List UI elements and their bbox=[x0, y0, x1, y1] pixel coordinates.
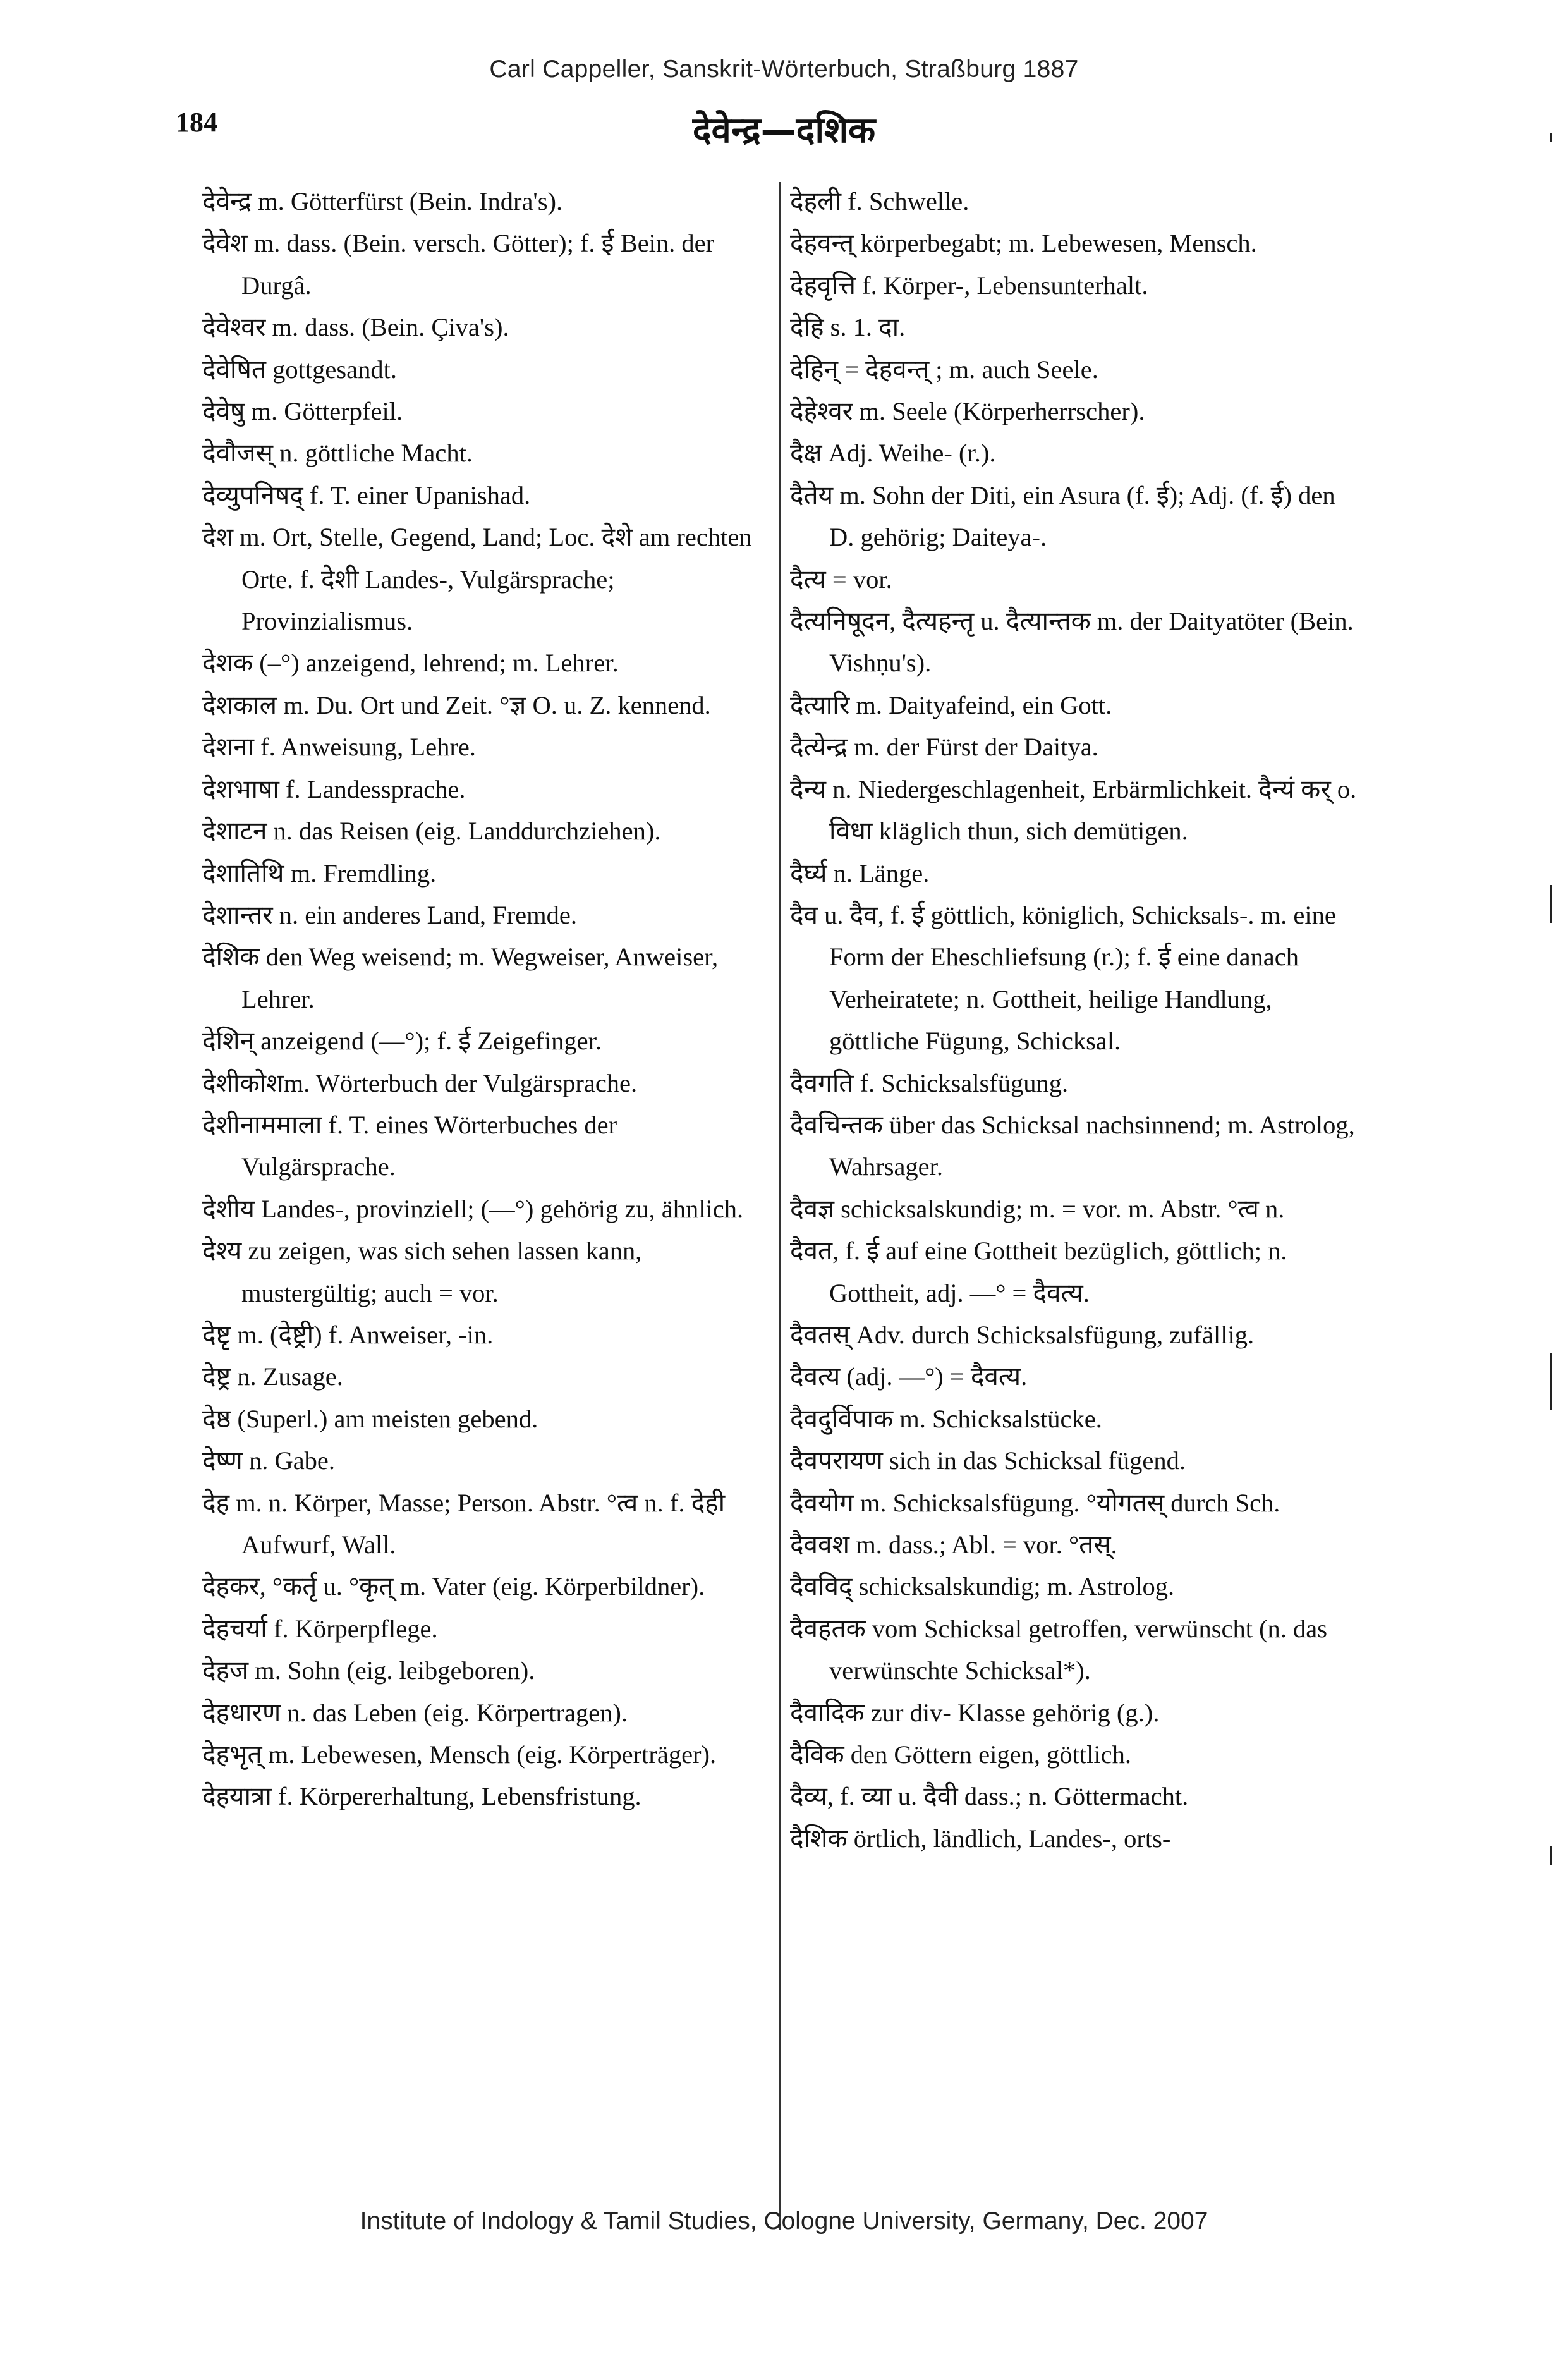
dictionary-entry: दैतेय m. Sohn der Diti, ein Asura (f. ई); Adj. (f. ई) den D. gehörig; Daiteya-. bbox=[790, 480, 1335, 552]
dictionary-entry: देश m. Ort, Stelle, Gegend, Land; Loc. देशे am rechten Orte. f. देशी Landes-, Vulgärsprache; Provinzialismus. bbox=[202, 523, 752, 636]
footer-credit: Institute of Indology & Tamil Studies, Cologne University, Germany, Dec. 2007 bbox=[360, 2207, 1208, 2235]
dictionary-entry: दैव u. दैव, f. ई göttlich, königlich, Schicksals-. m. eine Form der Eheschliefsung (r.); f. ई eine danach Verheiratete; n. Gottheit, heilige Handlung, göttliche Fügung, Schicksal. bbox=[790, 900, 1336, 1056]
dictionary-entry: देहज m. Sohn (eig. leibgeboren). bbox=[202, 1656, 535, 1685]
dictionary-entry: दैवहतक vom Schicksal getroffen, verwünscht (n. das verwünschte Schicksal*). bbox=[790, 1614, 1328, 1685]
scan-edge-mark bbox=[1550, 1846, 1552, 1865]
dictionary-entry: देहभृत् m. Lebewesen, Mensch (eig. Körperträger). bbox=[202, 1740, 717, 1769]
scan-edge-mark bbox=[1550, 133, 1552, 142]
dictionary-entry: देहेश्वर m. Seele (Körperherrscher). bbox=[790, 397, 1145, 426]
dictionary-entry: दैत्यारि m. Daityafeind, ein Gott. bbox=[790, 690, 1112, 719]
dictionary-entry: देशान्तर n. ein anderes Land, Fremde. bbox=[202, 900, 577, 929]
dictionary-entry: दैवचिन्तक über das Schicksal nachsinnend; m. Astrolog, Wahrsager. bbox=[790, 1110, 1355, 1181]
dictionary-entry: देहवृत्ति f. Körper-, Lebensunterhalt. bbox=[790, 271, 1148, 300]
dictionary-entry: देह m. n. Körper, Masse; Person. Abstr. °त्व n. f. देही Aufwurf, Wall. bbox=[202, 1488, 726, 1559]
dictionary-entry: देवेश्वर m. dass. (Bein. Çiva's). bbox=[202, 313, 509, 342]
dictionary-entry: देहचर्या f. Körperpflege. bbox=[202, 1614, 438, 1643]
dictionary-column-right bbox=[790, 181, 1362, 1860]
dictionary-entry: देशीय Landes-, provinziell; (—°) gehörig zu, ähnlich. bbox=[202, 1194, 744, 1223]
dictionary-entry: देशीनाममाला f. T. eines Wörterbuches der Vulgärsprache. bbox=[202, 1110, 617, 1181]
dictionary-entry: दैत्येन्द्र m. der Fürst der Daitya. bbox=[790, 733, 1098, 762]
dictionary-entry: देष्ट्र n. Zusage. bbox=[202, 1362, 343, 1391]
dictionary-entry: देवेन्द्र m. Götterfürst (Bein. Indra's). bbox=[202, 187, 563, 216]
dictionary-entry: दैर्घ्य n. Länge. bbox=[790, 858, 930, 888]
dictionary-entry: दैवज्ञ schicksalskundig; m. = vor. m. Abstr. °त्व n. bbox=[790, 1194, 1285, 1223]
dictionary-entry: दैवत्य (adj. —°) = दैवत्य. bbox=[790, 1362, 1028, 1391]
running-head: देवेन्द्र—दशिक bbox=[692, 110, 876, 151]
dictionary-entry: दैवपरायण sich in das Schicksal fügend. bbox=[790, 1446, 1186, 1475]
dictionary-entry: दैवादिक zur div- Klasse gehörig (g.). bbox=[790, 1698, 1160, 1727]
dictionary-entry: दैन्य n. Niedergeschlagenheit, Erbärmlichkeit. दैन्यं कर् o. विधा kläglich thun, sich demütigen. bbox=[790, 774, 1357, 846]
dictionary-entry: देष्ठ (Superl.) am meisten gebend. bbox=[202, 1404, 538, 1433]
dictionary-entry: देशक (–°) anzeigend, lehrend; m. Lehrer. bbox=[202, 649, 619, 678]
dictionary-entry: देशभाषा f. Landessprache. bbox=[202, 774, 466, 803]
dictionary-entry: देहिन् = देहवन्त् ; m. auch Seele. bbox=[790, 355, 1098, 384]
page-number: 184 bbox=[176, 107, 217, 138]
dictionary-entry: देशातिथि m. Fremdling. bbox=[202, 858, 437, 888]
dictionary-entry: देहि s. 1. दा. bbox=[790, 313, 906, 342]
dictionary-entry: देश्य zu zeigen, was sich sehen lassen kann, mustergültig; auch = vor. bbox=[202, 1236, 642, 1307]
dictionary-entry: देवेश m. dass. (Bein. versch. Götter); f. ई Bein. der Durgâ. bbox=[202, 229, 715, 300]
dictionary-entry: दैक्ष Adj. Weihe- (r.). bbox=[790, 439, 996, 468]
dictionary-entry: देशिक den Weg weisend; m. Wegweiser, Anweiser, Lehrer. bbox=[202, 943, 719, 1013]
column-divider bbox=[779, 182, 781, 2230]
dictionary-entry: दैवविद् schicksalskundig; m. Astrolog. bbox=[790, 1572, 1175, 1601]
dictionary-entry: देशिन् anzeigend (—°); f. ई Zeigefinger. bbox=[202, 1027, 602, 1056]
dictionary-entry: देशकाल m. Du. Ort und Zeit. °ज्ञ O. u. Z. kennend. bbox=[202, 690, 711, 719]
dictionary-entry: देवौजस् n. göttliche Macht. bbox=[202, 439, 473, 468]
dictionary-entry: दैवगति f. Schicksalsfügung. bbox=[790, 1068, 1069, 1097]
dictionary-entry: देशीकोशm. Wörterbuch der Vulgärsprache. bbox=[202, 1068, 638, 1097]
dictionary-entry: देहली f. Schwelle. bbox=[790, 187, 969, 216]
dictionary-entry: दैविक den Göttern eigen, göttlich. bbox=[790, 1740, 1131, 1769]
dictionary-entry: देशना f. Anweisung, Lehre. bbox=[202, 733, 476, 762]
dictionary-entry: दैत्यनिषूदन, दैत्यहन्तृ u. दैत्यान्तक m. der Daityatöter (Bein. Vishṇu's). bbox=[790, 607, 1354, 678]
dictionary-entry: दैत्य = vor. bbox=[790, 564, 892, 594]
dictionary-entry: देवेषित gottgesandt. bbox=[202, 355, 397, 384]
scan-edge-mark bbox=[1550, 885, 1552, 923]
dictionary-entry: दैवयोग m. Schicksalsfügung. °योगतस् durch Sch. bbox=[790, 1488, 1280, 1517]
dictionary-entry: देहवन्त् körperbegabt; m. Lebewesen, Mensch. bbox=[790, 229, 1257, 258]
dictionary-entry: दैववश m. dass.; Abl. = vor. °तस्. bbox=[790, 1530, 1117, 1559]
dictionary-entry: देशाटन n. das Reisen (eig. Landdurchziehen). bbox=[202, 817, 661, 846]
dictionary-entry: दैव्य, f. व्या u. दैवी dass.; n. Göttermacht. bbox=[790, 1782, 1189, 1811]
dictionary-entry: देष्टृ m. (देष्ट्री) f. Anweiser, -in. bbox=[202, 1320, 494, 1349]
dictionary-entry: दैवतस् Adv. durch Schicksalsfügung, zufällig. bbox=[790, 1320, 1255, 1349]
dictionary-entry: देव्युपनिषद् f. T. einer Upanishad. bbox=[202, 480, 531, 509]
dictionary-entry: देहयात्रा f. Körpererhaltung, Lebensfristung. bbox=[202, 1782, 641, 1811]
dictionary-entry: देष्ण n. Gabe. bbox=[202, 1446, 336, 1475]
dictionary-entry: दैशिक örtlich, ländlich, Landes-, orts- bbox=[790, 1824, 1171, 1853]
dictionary-entry: देहकर, °कर्तृ u. °कृत् m. Vater (eig. Körperbildner). bbox=[202, 1572, 705, 1601]
dictionary-entry: दैवदुर्विपाक m. Schicksalstücke. bbox=[790, 1404, 1102, 1433]
source-citation: Carl Cappeller, Sanskrit-Wörterbuch, Straßburg 1887 bbox=[489, 56, 1079, 83]
scan-edge-mark bbox=[1550, 1353, 1552, 1410]
dictionary-entry: देहधारण n. das Leben (eig. Körpertragen). bbox=[202, 1698, 628, 1727]
dictionary-entry: दैवत, f. ई auf eine Gottheit bezüglich, göttlich; n. Gottheit, adj. —° = दैवत्य. bbox=[790, 1236, 1287, 1307]
dictionary-entry: देवेषु m. Götterpfeil. bbox=[202, 397, 403, 426]
dictionary-column-left bbox=[202, 181, 774, 1818]
